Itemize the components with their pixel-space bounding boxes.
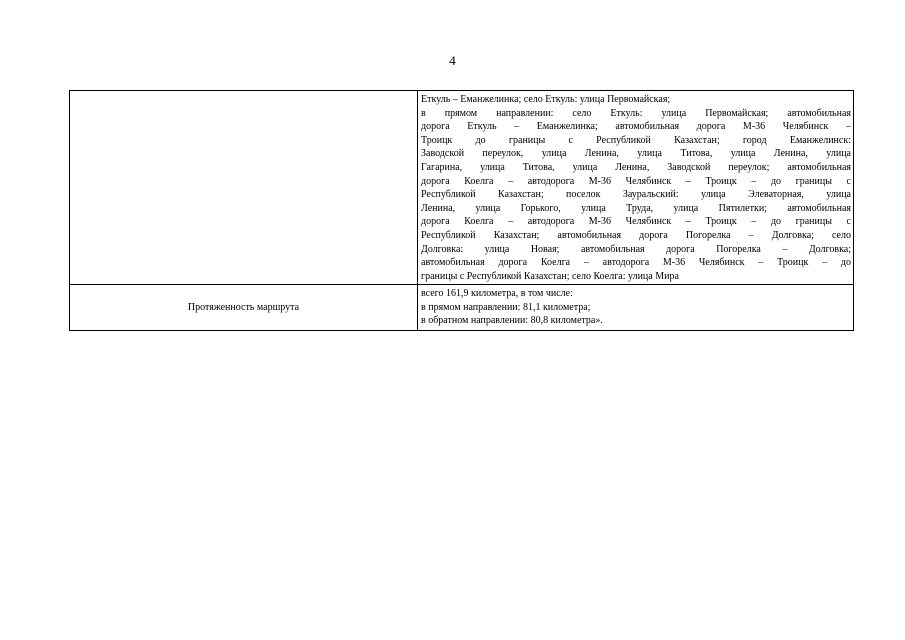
table-row-route-description <box>70 91 854 285</box>
route-label-cell <box>70 91 418 285</box>
route-table <box>69 90 854 331</box>
route-line: Заводской переулок, улица Ленина, улица Титова, улица Ленина, улица <box>421 148 851 160</box>
route-line: Республикой Казахстан; поселок Зауральский: улица Элеваторная, улица <box>421 189 851 201</box>
route-length-line: в обратном направлении: 80,8 километра». <box>421 315 603 327</box>
route-length-line: всего 161,9 километра, в том числе: <box>421 288 573 300</box>
route-line: Еткуль – Еманжелинка; село Еткуль: улица Первомайская; <box>421 94 671 105</box>
route-line: Республикой Казахстан; автомобильная дорога Погорелка – Долговка; село <box>421 229 851 241</box>
route-line: Троицк до границы с Республикой Казахстан; город Еманжелинск: <box>421 134 851 146</box>
route-line: дорога Коелга – автодорога М-36 Челябинск – Троицк – до границы с <box>421 216 851 228</box>
route-line: Гагарина, улица Титова, улица Ленина, Заводской переулок; автомобильная <box>421 161 851 173</box>
route-length-label: Протяженность маршрута <box>70 285 418 331</box>
route-line: границы с Республикой Казахстан; село Коелга: улица Мира <box>421 270 679 282</box>
route-length-cell <box>418 285 854 331</box>
route-description-cell <box>418 91 854 285</box>
route-line: автомобильная дорога Коелга – автодорога М-36 Челябинск – Троицк – до <box>421 257 851 269</box>
route-line: дорога Коелга – автодорога М-36 Челябинск – Троицк – до границы с <box>421 175 851 187</box>
route-line: Долговка: улица Новая; автомобильная дорога Погорелка – Долговка; <box>421 243 851 255</box>
route-line: Ленина, улица Горького, улица Труда, улица Пятилетки; автомобильная <box>421 202 851 214</box>
route-length-line: в прямом направлении: 81,1 километра; <box>421 301 591 313</box>
route-line: в прямом направлении: село Еткуль: улица Первомайская; автомобильная <box>421 107 851 119</box>
route-line: дорога Еткуль – Еманжелинка; автомобильная дорога М-36 Челябинск – <box>421 121 851 133</box>
page-number: 4 <box>449 53 456 68</box>
table-row-route-length <box>70 285 854 331</box>
